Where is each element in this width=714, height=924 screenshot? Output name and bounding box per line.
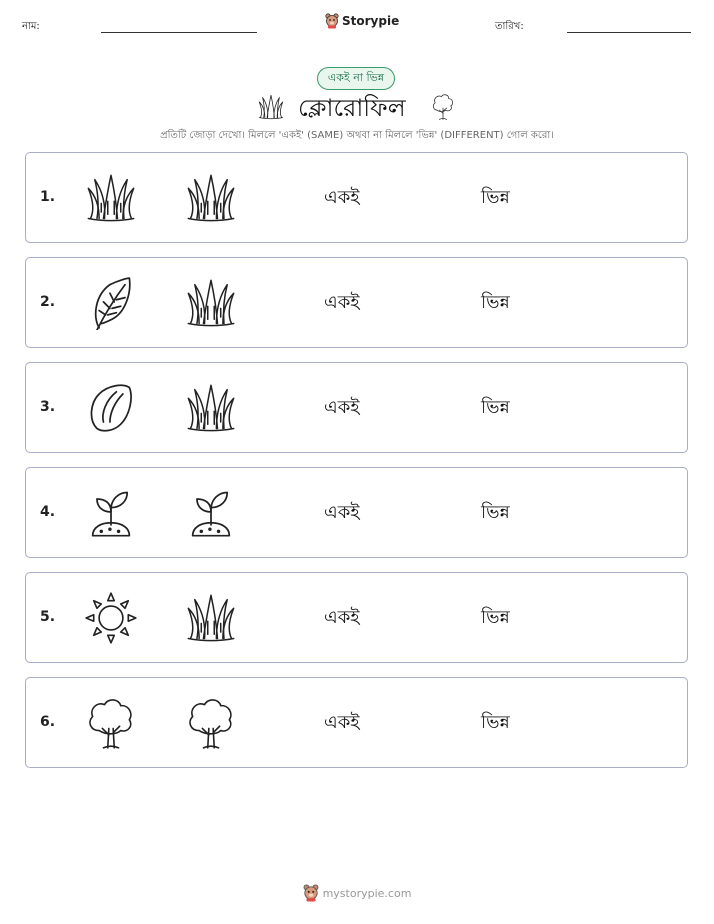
question-row-2 <box>25 257 688 348</box>
question-row-3 <box>25 362 688 453</box>
sun-icon <box>84 591 138 645</box>
title-row <box>0 90 714 124</box>
option-different[interactable]: ভিন্ন <box>481 397 510 418</box>
option-same[interactable]: একই <box>324 397 360 418</box>
option-same[interactable]: একই <box>324 712 360 733</box>
grass-icon <box>184 381 238 435</box>
option-different[interactable]: ভিন্ন <box>481 187 510 208</box>
option-same[interactable]: একই <box>324 502 360 523</box>
grass-icon <box>184 591 238 645</box>
name-input-line[interactable] <box>101 32 257 33</box>
name-label: নাম: <box>22 21 40 32</box>
activity-badge: একই না ভিন্ন <box>317 67 395 90</box>
brand-logo <box>325 13 399 29</box>
question-row-6 <box>25 677 688 768</box>
option-different[interactable]: ভিন্ন <box>481 292 510 313</box>
footer <box>0 884 714 902</box>
option-same[interactable]: একই <box>324 292 360 313</box>
question-row-4 <box>25 467 688 558</box>
tree-icon <box>184 696 238 750</box>
question-number: 5. <box>40 609 56 625</box>
question-row-1 <box>25 152 688 243</box>
question-number: 1. <box>40 189 56 205</box>
question-row-5 <box>25 572 688 663</box>
option-different[interactable]: ভিন্ন <box>481 712 510 733</box>
option-same[interactable]: একই <box>324 607 360 628</box>
grass-icon <box>184 171 238 225</box>
question-number: 3. <box>40 399 56 415</box>
date-input-line[interactable] <box>567 32 691 33</box>
leaf-icon <box>84 276 138 330</box>
brand-name: Storypie <box>342 14 400 28</box>
grass-icon <box>257 93 285 121</box>
option-different[interactable]: ভিন্ন <box>481 607 510 628</box>
grass-icon <box>184 276 238 330</box>
question-number: 2. <box>40 294 56 310</box>
date-label: তারিখ: <box>495 21 524 32</box>
question-number: 6. <box>40 714 56 730</box>
storypie-mascot-icon <box>325 13 339 29</box>
page-title: ক্লোরোফিল <box>298 94 406 122</box>
tree-icon <box>430 92 456 122</box>
sprout-icon <box>184 486 238 540</box>
tree-icon <box>84 696 138 750</box>
storypie-mascot-icon <box>303 884 319 902</box>
seed-icon <box>84 381 138 435</box>
sprout-icon <box>84 486 138 540</box>
worksheet-header <box>0 0 714 44</box>
footer-site-link[interactable]: mystorypie.com <box>322 886 412 900</box>
question-number: 4. <box>40 504 56 520</box>
option-same[interactable]: একই <box>324 187 360 208</box>
instructions-text: প্রতিটি জোড়া দেখো। মিললে 'একই' (SAME) অথবা না মিললে 'ভিন্ন' (DIFFERENT) গোল করো। <box>160 130 554 141</box>
option-different[interactable]: ভিন্ন <box>481 502 510 523</box>
grass-icon <box>84 171 138 225</box>
